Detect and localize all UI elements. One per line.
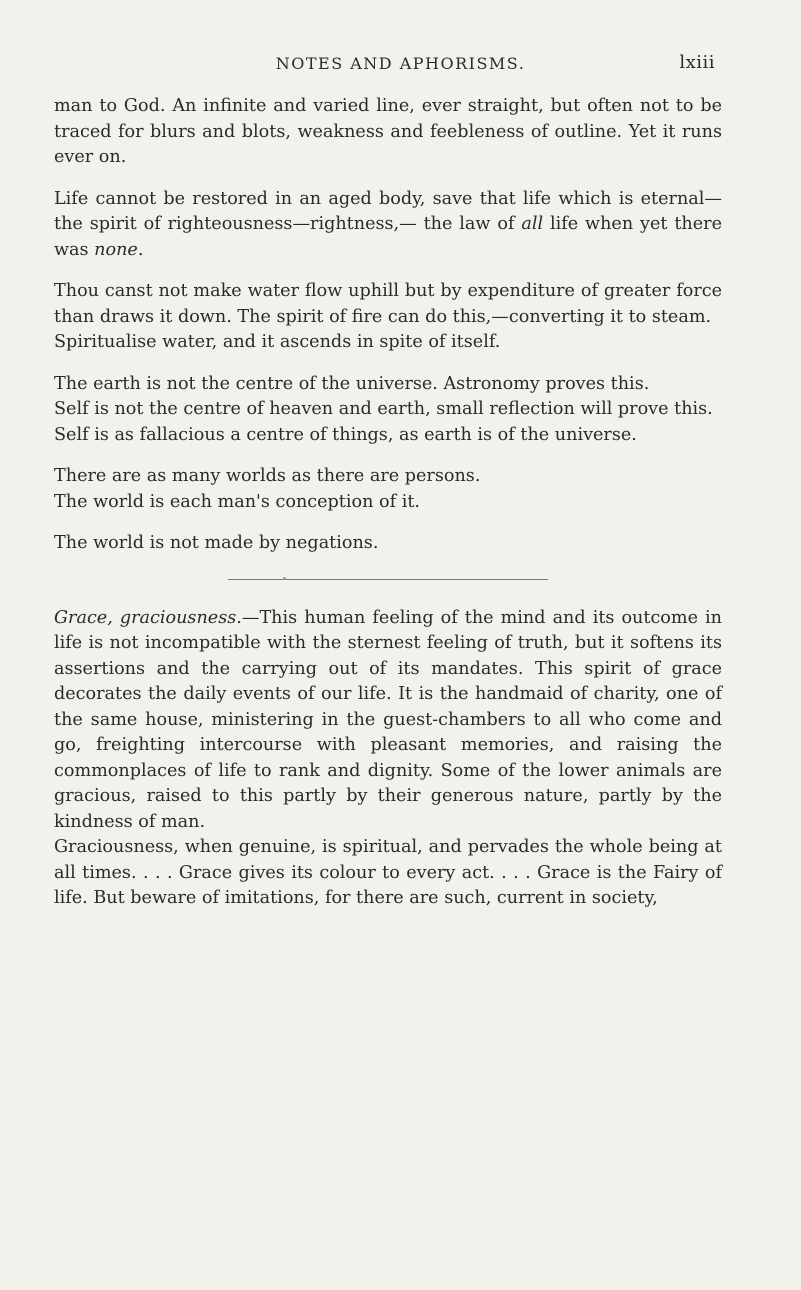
paragraph-spiritualise-water: Spiritualise water, and it ascends in spite of itself. xyxy=(54,332,501,352)
running-title: NOTES AND APHORISMS. xyxy=(275,54,526,73)
paragraph-text: Life cannot be restored in an aged body, save that life which is eternal—the spirit of righteousness—rightness,— the law of xyxy=(54,188,722,234)
paragraph-negations: The world is not made by negations. xyxy=(54,533,379,553)
paragraph-life-restored xyxy=(54,187,722,264)
paragraph-text: —This human feeling of the mind and its outcome in life is not incompatible with the sternest feeling of truth, but it softens its assertions and the carrying out of its mandates. This spirit of grace decorates the daily events of our life. It is the handmaid of charity, one of the same house, ministering in the guest-chambers to all who come and go, freighting intercourse with pleasant memories, and raising the commonplaces of life to rank and dignity. Some of the lower animals are gracious, raised to this partly by their generous nature, partly by the kindness of man. xyxy=(54,607,722,832)
emphasis-all: all xyxy=(521,214,544,234)
paragraph-world-conception: The world is each man's conception of it. xyxy=(54,491,421,512)
paragraph-self-centre: Self is not the centre of heaven and earth, small reflection will prove this. xyxy=(54,399,713,419)
page-number: lxiii xyxy=(679,52,715,73)
paragraph-god-line: man to God. An infinite and varied line, ever straight, but often not to be traced for blurs and blots, weakness and feebleness of outline. Yet it runs ever on. xyxy=(54,96,722,167)
grace-heading: Grace, graciousness. xyxy=(54,607,242,628)
divider-dot xyxy=(283,577,286,580)
paragraph-earth-centre: The earth is not the centre of the universe. Astronomy proves this. xyxy=(54,373,650,394)
paragraph-text: life when yet there was xyxy=(54,214,722,260)
paragraph-self-fallacious: Self is as fallacious a centre of things, as earth is of the universe. xyxy=(54,424,637,445)
paragraph-graciousness: Graciousness, when genuine, is spiritual, and pervades the whole being at all times. . . . Grace gives its colour to every act. . . . Grace is the Fairy of life. But beware of imitations, for there are such, current in society, xyxy=(54,837,722,908)
body-text xyxy=(54,94,722,912)
paragraph-grace xyxy=(54,606,722,836)
section-divider xyxy=(228,579,548,580)
paragraph-water-uphill: Thou canst not make water flow uphill but by expenditure of greater force than draws it down. The spirit of fire can do this,—converting it to steam. xyxy=(54,281,722,327)
emphasis-none: none xyxy=(94,239,138,260)
paragraph-many-worlds: There are as many worlds as there are persons. xyxy=(54,466,481,486)
paragraph-text: . xyxy=(137,239,144,260)
running-head xyxy=(0,50,801,76)
